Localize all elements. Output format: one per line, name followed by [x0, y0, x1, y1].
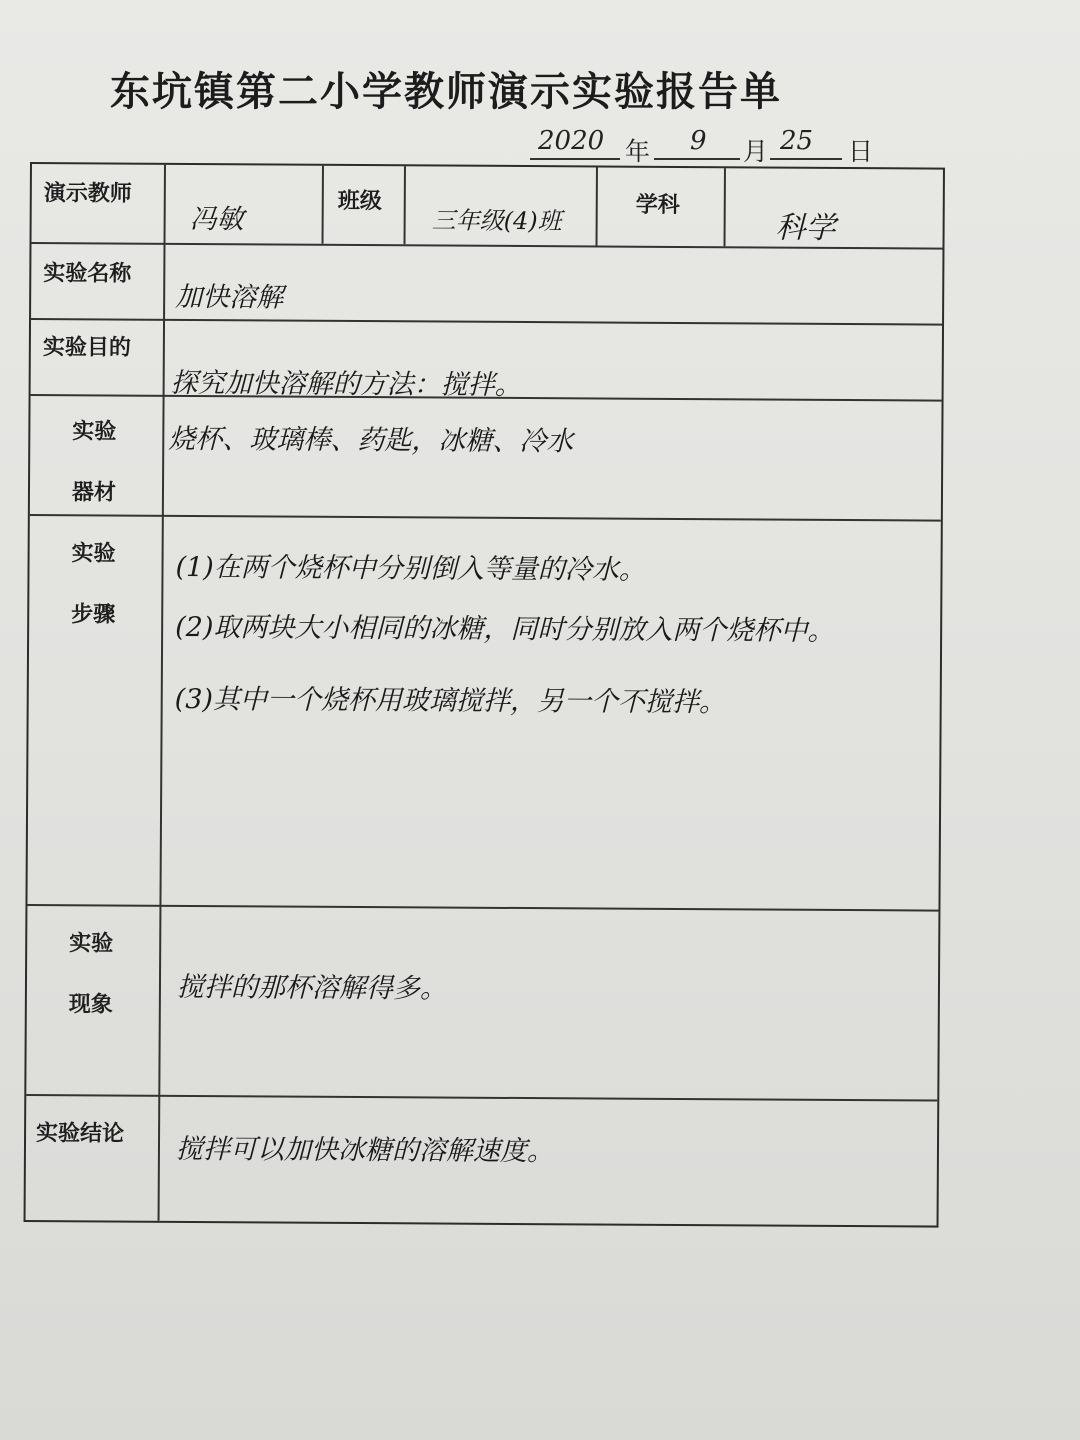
date-month-value: 9 [690, 126, 707, 156]
row-divider [30, 514, 941, 522]
teacher-label: 演示教师 [43, 181, 132, 207]
steps-label-line2: 步骤 [71, 602, 116, 628]
experiment-name-label: 实验名称 [43, 261, 132, 287]
row-divider [31, 318, 942, 326]
date-month-underline [654, 158, 740, 160]
experiment-name-value: 加快溶解 [175, 281, 284, 314]
phenomenon-value: 搅拌的那杯溶解得多。 [176, 971, 448, 1005]
label-column-divider [158, 165, 166, 1221]
page-title: 东坑镇第二小学教师演示实验报告单 [110, 69, 782, 115]
report-table [24, 162, 945, 1228]
materials-value: 烧杯、玻璃棒、药匙，冰糖、冷水 [168, 423, 574, 458]
materials-label-line1: 实验 [72, 419, 117, 445]
purpose-label: 实验目的 [42, 335, 131, 361]
col-divider [322, 166, 324, 244]
purpose-value: 探究加快溶解的方法：搅拌。 [170, 367, 522, 402]
subject-label: 学科 [635, 192, 680, 218]
conclusion-label: 实验结论 [35, 1121, 125, 1147]
conclusion-value: 搅拌可以加快冰糖的溶解速度。 [175, 1133, 555, 1168]
phenomenon-label-line1: 实验 [69, 931, 114, 957]
steps-label [63, 536, 124, 658]
date-year-unit: 年 [625, 137, 651, 166]
col-divider [723, 168, 725, 246]
teacher-value: 冯敏 [189, 203, 244, 236]
date-day-value: 25 [780, 126, 814, 156]
row-divider [26, 1094, 937, 1102]
date-day-unit: 日 [848, 137, 874, 166]
class-value: 三年级(4)班 [431, 206, 562, 236]
materials-label [64, 414, 125, 536]
date-day-underline [770, 158, 842, 160]
steps-label-line1: 实验 [71, 541, 116, 567]
col-divider [404, 166, 406, 244]
step-item: (1)在两个烧杯中分别倒入等量的冷水。 [175, 551, 646, 586]
phenomenon-label [61, 926, 122, 1048]
materials-label-line2: 器材 [71, 480, 117, 506]
row-divider [27, 904, 938, 912]
date-year-value: 2020 [538, 126, 605, 156]
col-divider [596, 167, 598, 245]
class-label: 班级 [337, 188, 382, 215]
step-item: (3)其中一个烧杯用玻璃搅拌，另一个不搅拌。 [174, 683, 727, 719]
date-year-underline [530, 158, 620, 160]
step-item: (2)取两块大小相同的冰糖，同时分别放入两个烧杯中。 [175, 611, 835, 647]
date-month-unit: 月 [743, 137, 769, 166]
phenomenon-label-line2: 现象 [68, 992, 113, 1018]
date-line [530, 128, 890, 168]
subject-value: 科学 [775, 210, 836, 246]
